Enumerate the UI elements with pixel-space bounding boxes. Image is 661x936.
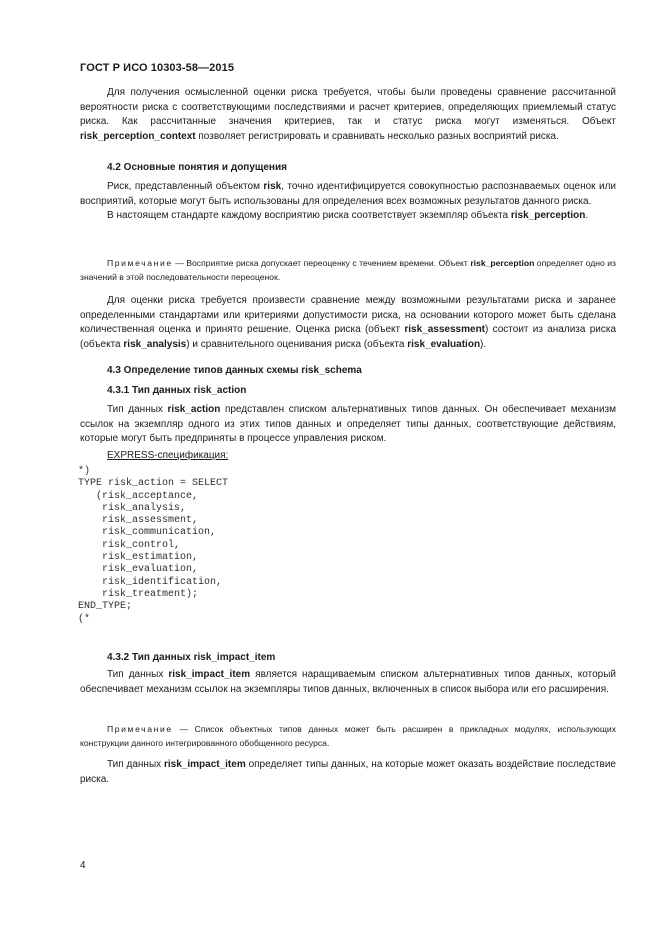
term-risk-impact-item: risk_impact_item bbox=[164, 759, 246, 770]
section-heading-4-3-1: 4.3.1 Тип данных risk_action bbox=[107, 385, 247, 396]
note-extensible-list: Примечание — Список объектных типов данных может быть расширен в прикладных модулях, использующих конструкции данного интегрированного обобщенного ресурса. bbox=[80, 724, 616, 748]
section-heading-4-2: 4.2 Основные понятия и допущения bbox=[107, 162, 287, 173]
document-header: ГОСТ Р ИСО 10303-58—2015 bbox=[80, 62, 235, 74]
express-code-block: *) TYPE risk_action = SELECT (risk_acceptance, risk_analysis, risk_assessment, risk_communication, risk_control, risk_estimation, risk_evaluation, risk_identification, risk_treatment); END_TYPE; (* bbox=[78, 466, 229, 625]
express-spec-label: EXPRESS-спецификация: bbox=[107, 450, 229, 461]
page-number: 4 bbox=[80, 860, 86, 871]
paragraph-risk-impact-item-types: Тип данных risk_impact_item определяет типы данных, на которые может оказать воздействие последствие риска. bbox=[80, 759, 616, 785]
paragraph-risk-impact-item: Тип данных risk_impact_item является наращиваемым списком альтернативных типов данных, который обеспечивает механизм ссылок на экземпляры типов данных, включенных в список выбора или его расширения. bbox=[80, 669, 616, 695]
paragraph-risk-perception-context: Для получения осмысленной оценки риска требуется, чтобы были проведены сравнение рассчитанной вероятности риска с соответствующими последствиями и расчет критериев, определяющих приемлемый статус риска. Как рассчитанные значения критериев, так и статус риска могут изменяться. Объект risk_perception_context позволяет регистрировать и сравнивать несколько разных восприятий риска. bbox=[80, 87, 616, 142]
paragraph-risk-action: Тип данных risk_action представлен списком альтернативных типов данных. Он обеспечивает механизм ссылок на экземпляр одного из этих типов данных и определяет типы данных, соответствующие действиям, которые могут быть предприняты в процессе управления риском. bbox=[80, 404, 616, 445]
paragraph-risk-definition: Риск, представленный объектом risk, точно идентифицируется совокупностью распознаваемых оценок или восприятий, которые могут быть использованы для определения всех возможных результатов данного риска. В настоящем стандарте каждому восприятию риска соответствует экземпляр объекта risk_perception. bbox=[80, 181, 616, 222]
term-risk-perception-context: risk_perception_context bbox=[80, 130, 196, 142]
note-label: Примечание bbox=[107, 258, 173, 268]
section-heading-4-3: 4.3 Определение типов данных схемы risk_schema bbox=[107, 365, 362, 376]
paragraph-risk-assessment: Для оценки риска требуется произвести сравнение между возможными результатами риска и заранее определенными стандартами или критериями допустимости риска, на основании которого может быть сделана количественная оценка и принято решение. Оценка риска (объект risk_assessment) состоит из анализа риска (объекта risk_analysis) и сравнительного оценивания риска (объекта risk_evaluation). bbox=[80, 295, 617, 350]
note-label: Примечание bbox=[107, 724, 173, 734]
term-risk-impact-item: risk_impact_item bbox=[168, 669, 251, 680]
term-risk-perception: risk_perception bbox=[510, 210, 586, 222]
section-heading-4-3-2: 4.3.2 Тип данных risk_impact_item bbox=[107, 652, 276, 663]
term-risk: risk bbox=[263, 181, 282, 192]
term-risk-analysis: risk_analysis bbox=[123, 338, 187, 350]
term-risk-action: risk_action bbox=[167, 404, 221, 415]
term-risk-assessment: risk_assessment bbox=[404, 324, 486, 336]
term-risk-evaluation: risk_evaluation bbox=[407, 338, 481, 350]
note-risk-perception: Примечание — Восприятие риска допускает переоценку с течением времени. Объект risk_perception определяет одно из значений в этой последовательности переоценок. bbox=[80, 258, 617, 282]
